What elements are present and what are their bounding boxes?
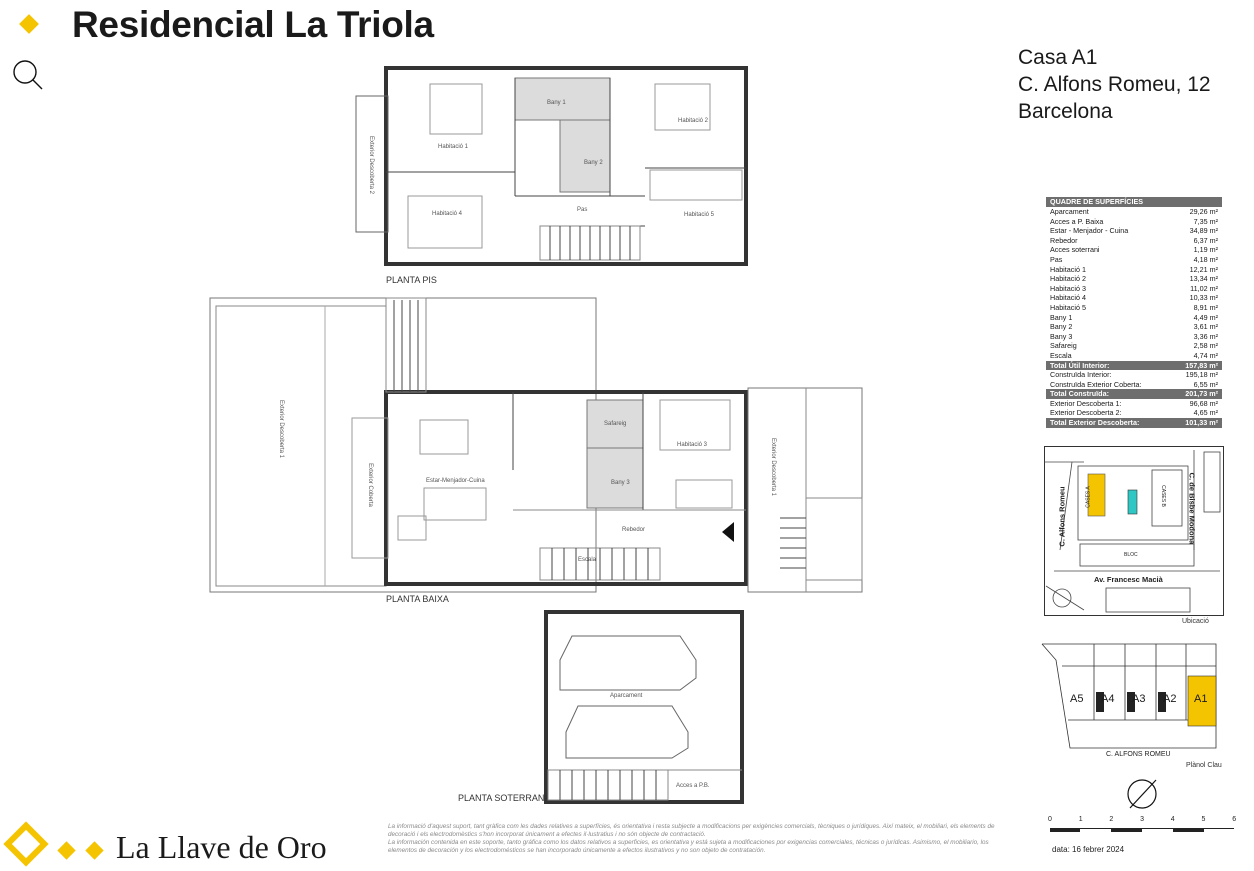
- unit-a4[interactable]: A4: [1101, 693, 1115, 705]
- map-block-bloc: BLOC: [1124, 552, 1138, 558]
- brand-diamond-small-icon-1: [57, 841, 75, 859]
- scale-tick-label: 4: [1170, 816, 1175, 823]
- surface-row: [1046, 313, 1222, 323]
- surface-row: [1046, 293, 1222, 303]
- plan-label-pis: PLANTA PIS: [386, 275, 437, 285]
- built-value: 195,18 m²: [1185, 370, 1218, 380]
- key-plan-street: C. ALFONS ROMEU: [1106, 751, 1171, 758]
- exterior-name: Exterior Descoberta 1:: [1050, 398, 1122, 408]
- surface-value: 7,35 m²: [1193, 216, 1218, 226]
- page-title: Residencial La Triola: [72, 4, 434, 45]
- brand-diamond-large-icon: [3, 821, 48, 866]
- surface-value: 13,34 m²: [1189, 274, 1218, 284]
- brand-diamond-small-icon-2: [85, 841, 103, 859]
- surface-name: Safareig: [1050, 341, 1077, 351]
- built-value: 6,55 m²: [1193, 379, 1218, 389]
- surface-name: Pas: [1050, 254, 1063, 264]
- plan-date: data: 16 febrer 2024: [1052, 845, 1125, 854]
- exterior-row: [1046, 399, 1222, 409]
- unit-a1[interactable]: A1: [1194, 693, 1208, 705]
- surface-row: [1046, 255, 1222, 265]
- room-habitacio-1: Habitació 1: [438, 144, 469, 150]
- surfaces-header: QUADRE DE SUPERFÍCIES: [1046, 197, 1222, 207]
- surfaces-table: [1046, 197, 1222, 428]
- exterior-name: Exterior Descoberta 2:: [1050, 408, 1122, 418]
- surface-name: Bany 2: [1050, 322, 1073, 332]
- room-bany-3: Bany 3: [611, 480, 630, 486]
- surface-row: [1046, 245, 1222, 255]
- room-habitacio-3: Habitació 3: [677, 442, 708, 448]
- room-exterior-descoberta-1b: Exterior Descoberta 1: [770, 437, 777, 497]
- map-street-macia: Av. Francesc Macià: [1094, 575, 1163, 584]
- surface-row: [1046, 207, 1222, 217]
- built-name: Construïda Exterior Coberta:: [1050, 379, 1142, 389]
- room-exterior-coberta: Exterior Coberta: [366, 463, 373, 507]
- scale-tick-label: 2: [1109, 816, 1114, 823]
- built-name: Construïda Interior:: [1050, 370, 1112, 380]
- surface-name: Acces soterrani: [1050, 245, 1100, 255]
- surface-value: 2,58 m²: [1193, 341, 1218, 351]
- location-map-caption: Ubicació: [1182, 618, 1209, 625]
- room-pas: Pas: [577, 207, 588, 213]
- scale-bar: [1050, 828, 1234, 836]
- disclaimer-es: La información contenida en este soporte, tanto gráfica como los datos relativos a superficies, es orientativa y está sujeta a modificaciones por exigencias comerciales, técnicas o jurídicas. Asimismo, el mobiliario, los elementos de decoración y los electrodomésticos se han incorporado únicamente a efectos ilustrativos y no son objeto de contratación.: [388, 839, 989, 854]
- key-plan-units: [1068, 693, 1218, 709]
- map-street-alfons: C. Alfons Romeu: [1057, 486, 1067, 547]
- exterior-value: 96,68 m²: [1189, 398, 1218, 408]
- surface-name: Habitació 1: [1050, 264, 1086, 274]
- room-safareig: Safareig: [604, 421, 627, 427]
- scale-tick-label: 1: [1078, 816, 1083, 823]
- total-built-row: Total Construïda: 201,73 m²: [1046, 389, 1222, 399]
- surface-row: [1046, 274, 1222, 284]
- location-map-drawing: [1044, 446, 1224, 616]
- surface-row: [1046, 226, 1222, 236]
- map-block-cases-a: CASES A: [1085, 486, 1092, 508]
- room-escala: Escala: [578, 557, 597, 563]
- room-bany-1: Bany 1: [547, 100, 566, 106]
- surface-row: [1046, 341, 1222, 351]
- exterior-value: 4,65 m²: [1193, 408, 1218, 418]
- scale-tick-label: 6: [1232, 816, 1237, 823]
- plan-planta-baixa: [210, 298, 862, 592]
- room-exterior-descoberta-2: Exterior Descoberta 2: [368, 135, 375, 195]
- surface-row: [1046, 332, 1222, 342]
- unit-a5[interactable]: A5: [1070, 693, 1084, 705]
- room-habitacio-2: Habitació 2: [678, 118, 709, 124]
- surface-name: Habitació 4: [1050, 293, 1086, 303]
- surface-name: Habitació 5: [1050, 302, 1086, 312]
- surface-name: Estar - Menjador - Cuina: [1050, 226, 1129, 236]
- room-acces-pb: Acces a P.B.: [676, 783, 710, 789]
- surface-value: 4,18 m²: [1193, 254, 1218, 264]
- brand-logo: [4, 824, 108, 868]
- surface-value: 3,61 m²: [1193, 322, 1218, 332]
- unit-a2[interactable]: A2: [1163, 693, 1177, 705]
- surface-value: 34,89 m²: [1189, 226, 1218, 236]
- built-row: [1046, 380, 1222, 390]
- room-rebedor: Rebedor: [622, 527, 646, 533]
- key-plan-caption: Plànol Clau: [1186, 762, 1222, 769]
- surface-row: [1046, 217, 1222, 227]
- surface-value: 12,21 m²: [1189, 264, 1218, 274]
- disclaimer: [388, 823, 1018, 855]
- built-row: [1046, 370, 1222, 380]
- surface-row: [1046, 284, 1222, 294]
- city: Barcelona: [1018, 100, 1113, 123]
- plan-planta-soterrani: [546, 612, 742, 802]
- north-arrow-icon: [1124, 776, 1164, 812]
- room-bany-2: Bany 2: [584, 160, 603, 166]
- surface-value: 29,26 m²: [1189, 207, 1218, 216]
- surface-name: Aparcament: [1050, 207, 1089, 216]
- surface-name: Bany 3: [1050, 331, 1073, 341]
- street-address: C. Alfons Romeu, 12: [1018, 73, 1211, 96]
- total-exterior-row: Total Exterior Descoberta: 101,33 m²: [1046, 418, 1222, 428]
- surface-value: 10,33 m²: [1189, 293, 1218, 303]
- scale-tick-label: 3: [1140, 816, 1144, 823]
- surface-value: 4,74 m²: [1193, 350, 1218, 360]
- room-habitacio-5: Habitació 5: [684, 212, 715, 218]
- disclaimer-ca: La informació d'aquest suport, tant gràfica com les dades relatives a superfícies, és orientativa i resta subjecte a modificacions per exigències comercials, tècniques o jurídiques. Així mateix, el mobiliari, els elements de decoració i els electrodomèstics s'hon incorporat únicament a efectes il·lustratius i no són objecte de contractació.: [388, 823, 995, 838]
- surface-value: 3,36 m²: [1193, 331, 1218, 341]
- room-habitacio-4: Habitació 4: [432, 211, 463, 217]
- surface-value: 8,91 m²: [1193, 302, 1218, 312]
- room-aparcament: Aparcament: [610, 693, 643, 699]
- surface-name: Habitació 2: [1050, 274, 1086, 284]
- surface-row: [1046, 265, 1222, 275]
- brand-name: La Llave de Oro: [116, 829, 327, 865]
- plan-planta-pis: [356, 68, 746, 264]
- room-estar-menjador-cuina: Estar-Menjador-Cuina: [426, 478, 485, 484]
- room-exterior-descoberta-1: Exterior Descoberta 1: [278, 399, 285, 459]
- surface-name: Bany 1: [1050, 312, 1073, 322]
- map-block-cases-b: CASES B: [1159, 485, 1166, 507]
- surface-row: [1046, 303, 1222, 313]
- surface-value: 4,49 m²: [1193, 312, 1218, 322]
- plan-label-soterrani: PLANTA SOTERRANI: [458, 793, 547, 803]
- plan-label-baixa: PLANTA BAIXA: [386, 594, 449, 604]
- surface-row: [1046, 236, 1222, 246]
- total-util-row: Total Útil Interior: 157,83 m²: [1046, 361, 1222, 371]
- surface-value: 11,02 m²: [1190, 283, 1218, 293]
- map-street-bisbe: C. de Bisbe Modona: [1187, 472, 1197, 545]
- house-id: Casa A1: [1018, 46, 1098, 69]
- surface-name: Acces a P. Baixa: [1050, 216, 1104, 226]
- scale-tick-label: 5: [1201, 816, 1206, 823]
- surface-name: Escala: [1050, 350, 1072, 360]
- surface-row: [1046, 322, 1222, 332]
- surface-name: Rebedor: [1050, 235, 1078, 245]
- exterior-row: [1046, 408, 1222, 418]
- surface-name: Habitació 3: [1050, 283, 1086, 293]
- scale-tick-label: 0: [1048, 816, 1052, 823]
- surface-value: 1,19 m²: [1193, 245, 1218, 255]
- surface-row: [1046, 351, 1222, 361]
- unit-a3[interactable]: A3: [1132, 693, 1146, 705]
- surface-value: 6,37 m²: [1193, 235, 1218, 245]
- property-address: [1018, 44, 1211, 125]
